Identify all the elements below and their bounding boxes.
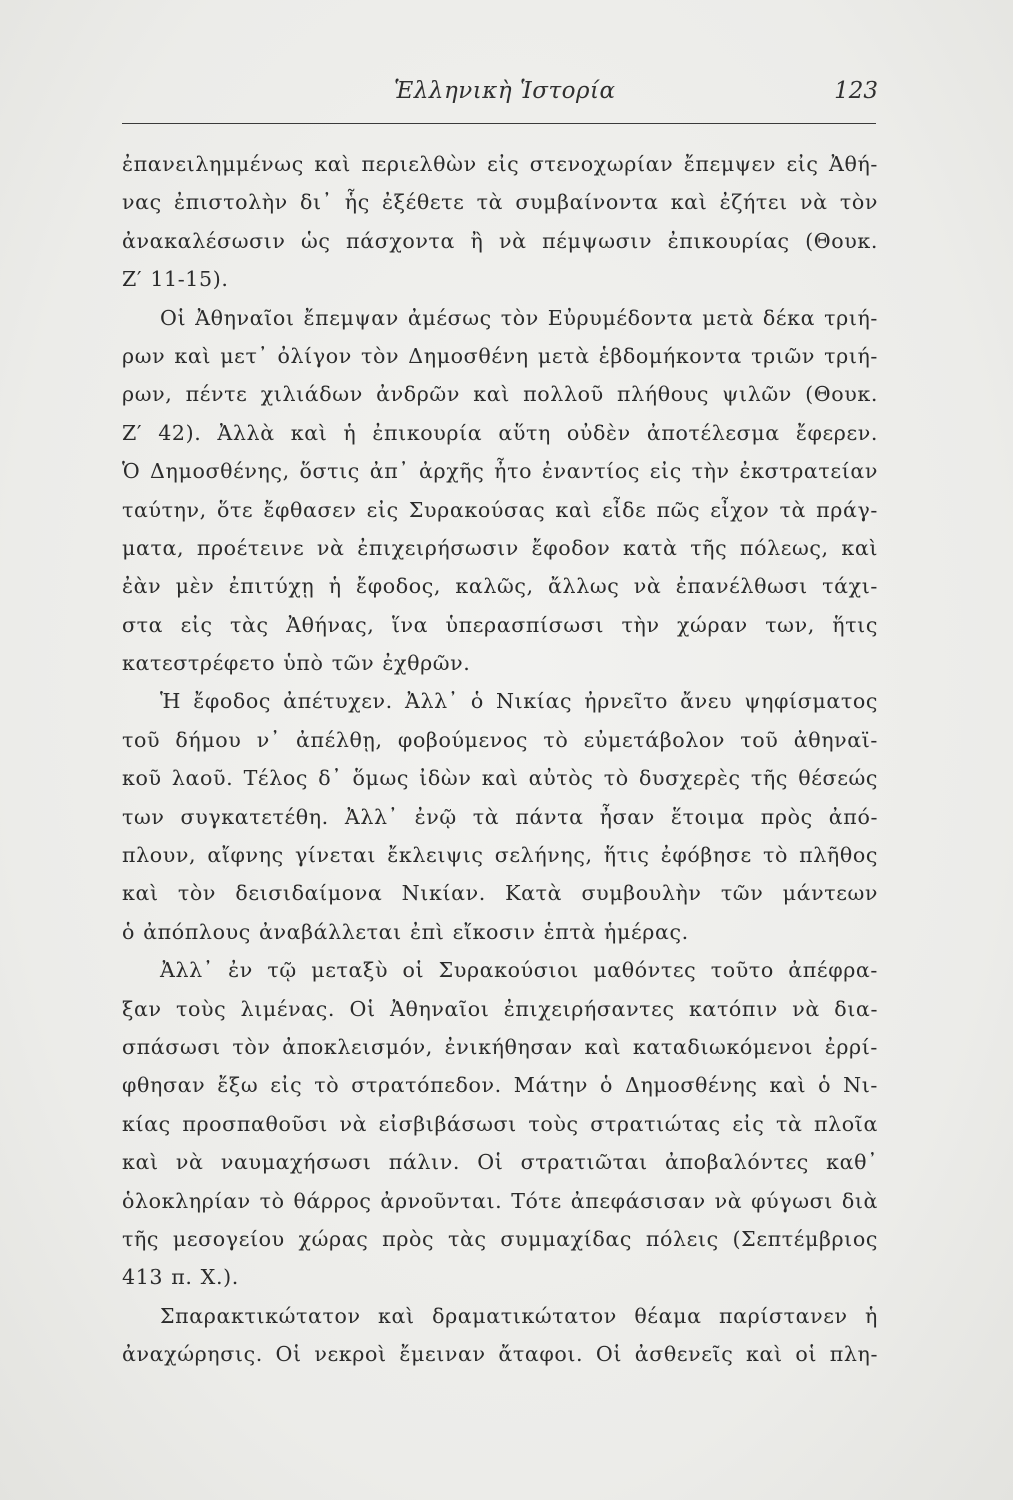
text-line: 413 π. Χ.).	[122, 1265, 239, 1290]
text-line: σπάσωσι τὸν ἀποκλεισμόν, ἐνικήθησαν καὶ καταδιωκόμενοι ἐρρί-	[122, 1034, 878, 1059]
text-line: κίας προσπαθοῦσι νὰ εἰσβιβάσωσι τοὺς στρατιώτας εἰς τὰ πλοῖα	[122, 1111, 878, 1136]
text-line: φθησαν ἔξω εἰς τὸ στρατόπεδον. Μάτην ὁ Δημοσθένης καὶ ὁ Νι-	[122, 1073, 878, 1098]
text-line: νας ἐπιστολὴν δι᾽ ἧς ἐξέθετε τὰ συμβαίνοντα καὶ ἐζήτει νὰ τὸν	[122, 190, 878, 215]
header-rule	[122, 123, 876, 124]
text-line: ἀναχώρησις. Οἱ νεκροὶ ἔμειναν ἄταφοι. Οἱ ἀσθενεῖς καὶ οἱ πλη-	[122, 1342, 878, 1367]
page-number: 123	[834, 78, 878, 104]
body-text	[122, 145, 878, 1374]
text-line: Ὁ Δημοσθένης, ὅστις ἀπ᾽ ἀρχῆς ἦτο ἐναντίος εἰς τὴν ἐκστρατείαν	[122, 459, 878, 484]
text-line: ἐπανειλημμένως καὶ περιελθὼν εἰς στενοχωρίαν ἔπεμψεν εἰς Ἀθή-	[122, 152, 878, 176]
text-line: Ἀλλ᾽ ἐν τῷ μεταξὺ οἱ Συρακούσιοι μαθόντες τοῦτο ἀπέφρα-	[160, 958, 878, 983]
text-line: Σπαρακτικώτατον καὶ δραματικώτατον θέαμα παρίστανεν ἡ	[160, 1303, 878, 1328]
text-line: τοῦ δήμου ν᾽ ἀπέλθῃ, φοβούμενος τὸ εὐμετάβολον τοῦ ἀθηναϊ-	[122, 727, 878, 752]
text-line: τῆς μεσογείου χώρας πρὸς τὰς συμμαχίδας πόλεις (Σεπτέμβριος	[122, 1226, 878, 1251]
text-line: Ζ′ 42). Ἀλλὰ καὶ ἡ ἐπικουρία αὕτη οὐδὲν ἀποτέλεσμα ἔφερεν.	[122, 420, 878, 445]
text-line: ὁ ἀπόπλους ἀναβάλλεται ἐπὶ εἴκοσιν ἑπτὰ ἡμέρας.	[122, 919, 689, 944]
text-line: Οἱ Ἀθηναῖοι ἔπεμψαν ἀμέσως τὸν Εὐρυμέδοντα μετὰ δέκα τριή-	[160, 305, 878, 330]
page-header	[122, 78, 878, 118]
text-line: καὶ τὸν δεισιδαίμονα Νικίαν. Κατὰ συμβουλὴν τῶν μάντεων	[122, 881, 878, 906]
text-line: ἀνακαλέσωσιν ὡς πάσχοντα ἢ νὰ πέμψωσιν ἐπικουρίας (Θουκ.	[122, 228, 878, 253]
text-line: κοῦ λαοῦ. Τέλος δ᾽ ὅμως ἰδὼν καὶ αὐτὸς τὸ δυσχερὲς τῆς θέσεώς	[122, 766, 878, 791]
text-line: ματα, προέτεινε νὰ ἐπιχειρήσωσιν ἔφοδον κατὰ τῆς πόλεως, καὶ	[122, 535, 878, 560]
text-line: στα εἰς τὰς Ἀθήνας, ἵνα ὑπερασπίσωσι τὴν χώραν των, ἥτις	[122, 612, 878, 637]
text-line: ρων καὶ μετ᾽ ὀλίγον τὸν Δημοσθένη μετὰ ἑβδομήκοντα τριῶν τριή-	[122, 343, 878, 368]
text-line: ταύτην, ὅτε ἔφθασεν εἰς Συρακούσας καὶ εἶδε πῶς εἶχον τὰ πράγ-	[122, 497, 878, 522]
text-line: ὁλοκληρίαν τὸ θάρρος ἀρνοῦνται. Τότε ἀπεφάσισαν νὰ φύγωσι διὰ	[122, 1188, 878, 1213]
text-line: πλουν, αἴφνης γίνεται ἔκλειψις σελήνης, ἥτις ἐφόβησε τὸ πλῆθος	[122, 843, 878, 868]
text-line: καὶ νὰ ναυμαχήσωσι πάλιν. Οἱ στρατιῶται ἀποβαλόντες καθ᾽	[122, 1150, 878, 1175]
running-title: Ἑλληνικὴ Ἱστορία	[394, 78, 616, 104]
text-line: Ζ′ 11-15).	[122, 267, 229, 292]
text-line: ἐὰν μὲν ἐπιτύχῃ ἡ ἔφοδος, καλῶς, ἄλλως νὰ ἐπανέλθωσι τάχι-	[122, 574, 878, 599]
text-line: ξαν τοὺς λιμένας. Οἱ Ἀθηναῖοι ἐπιχειρήσαντες κατόπιν νὰ δια-	[122, 996, 878, 1021]
text-line: ρων, πέντε χιλιάδων ἀνδρῶν καὶ πολλοῦ πλήθους ψιλῶν (Θουκ.	[122, 382, 878, 407]
text-line: των συγκατετέθη. Ἀλλ᾽ ἐνῷ τὰ πάντα ἦσαν ἕτοιμα πρὸς ἀπό-	[122, 804, 878, 829]
text-line: Ἡ ἔφοδος ἀπέτυχεν. Ἀλλ᾽ ὁ Νικίας ἠρνεῖτο ἄνευ ψηφίσματος	[160, 689, 878, 714]
text-line: κατεστρέφετο ὑπὸ τῶν ἐχθρῶν.	[122, 651, 471, 676]
